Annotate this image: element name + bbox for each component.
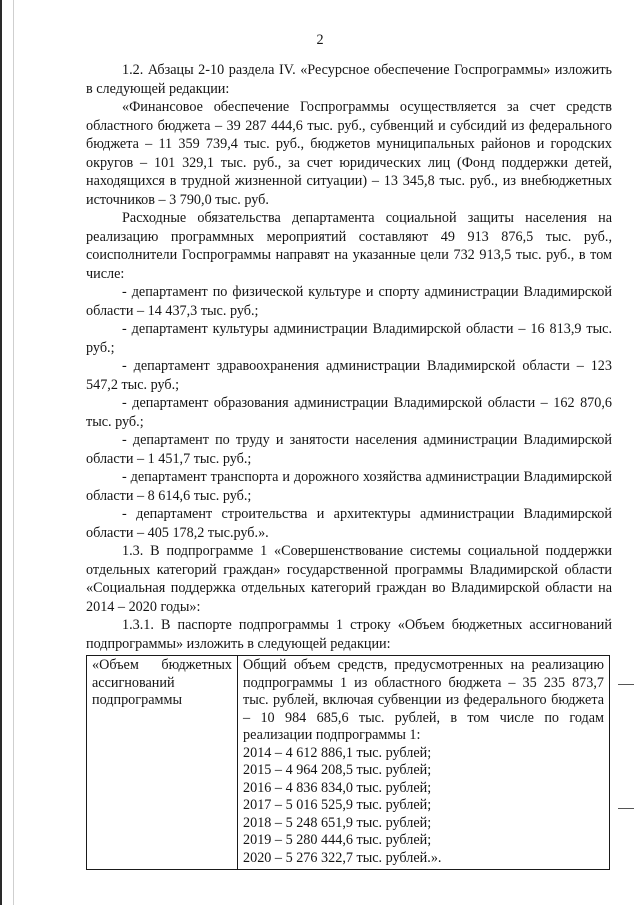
table-value-cell bbox=[238, 656, 610, 870]
table-row bbox=[87, 656, 610, 870]
list-item-construction: - департамент строительства и архитектуры администрации Владимирской области – 405 178,2 тыс.руб.». bbox=[86, 506, 612, 541]
budget-table bbox=[86, 655, 610, 870]
table-label-cell bbox=[87, 656, 238, 870]
list-item-transport: - департамент транспорта и дорожного хозяйства администрации Владимирской области – 8 614,6 тыс. руб.; bbox=[86, 469, 612, 504]
paragraph-1-3: 1.3. В подпрограмме 1 «Совершенствование системы социальной поддержки отдельных категорий граждан» государственной программы Владимирской области «Социальная поддержка отдельных категорий граждан во Владимирской области на 2014 – 2020 годы»: bbox=[86, 543, 612, 615]
paragraph-expenditures: Расходные обязательства департамента социальной защиты населения на реализацию программных мероприятий составляют 49 913 876,5 тыс. руб., соисполнители Госпрограммы направят на указанные цели 732 913,5 тыс. руб., в том числе: bbox=[86, 210, 612, 282]
paragraph-1-2: 1.2. Абзацы 2-10 раздела IV. «Ресурсное обеспечение Госпрограммы» изложить в следующей редакции: bbox=[86, 62, 612, 97]
paragraph-1-3-1: 1.3.1. В паспорте подпрограммы 1 строку «Объем бюджетных ассигнований подпрограммы» изложить в следующей редакции: bbox=[86, 617, 612, 652]
year-line: 2016 – 4 836 834,0 тыс. рублей; bbox=[243, 779, 432, 796]
year-line: 2015 – 4 964 208,5 тыс. рублей; bbox=[243, 762, 432, 778]
list-item-education: - департамент образования администрации Владимирской области – 162 870,6 тыс. руб.; bbox=[86, 395, 612, 430]
margin-mark bbox=[618, 684, 634, 685]
list-item-health: - департамент здравоохранения администрации Владимирской области – 123 547,2 тыс. руб.; bbox=[86, 358, 612, 393]
year-line: 2020 – 5 276 322,7 тыс. рублей.». bbox=[243, 849, 442, 866]
table-label: «Объем бюджетных ассигнований подпрограммы bbox=[92, 657, 232, 708]
year-line: 2014 – 4 612 886,1 тыс. рублей; bbox=[243, 744, 432, 761]
table-description: Общий объем средств, предусмотренных на реализацию подпрограммы 1 из областного бюджета – 35 235 873,7 тыс. рублей, включая субвенции из федерального бюджета – 10 984 685,6 тыс. рублей, в том числе по годам реализации подпрограммы 1: bbox=[243, 657, 604, 743]
scan-left-edge bbox=[0, 0, 2, 905]
list-item-labour: - департамент по труду и занятости населения администрации Владимирской области – 1 451,7 тыс. руб.; bbox=[86, 432, 612, 467]
list-item-sport: - департамент по физической культуре и спорту администрации Владимирской области – 14 437,3 тыс. руб.; bbox=[86, 284, 612, 319]
year-line: 2019 – 5 280 444,6 тыс. рублей; bbox=[243, 832, 432, 848]
year-line: 2018 – 5 248 651,9 тыс. рублей; bbox=[243, 814, 432, 831]
document-body bbox=[86, 61, 612, 870]
margin-mark bbox=[618, 808, 634, 809]
year-line: 2017 – 5 016 525,9 тыс. рублей; bbox=[243, 797, 432, 813]
page-number: 2 bbox=[316, 32, 324, 48]
list-item-culture: - департамент культуры администрации Владимирской области – 16 813,9 тыс. руб.; bbox=[86, 321, 612, 356]
paragraph-financing: «Финансовое обеспечение Госпрограммы осуществляется за счет средств областного бюджета – 39 287 444,6 тыс. руб., субвенций и субсидий из федерального бюджета – 11 359 739,4 тыс. руб., бюджетов муниципальных районов и городских округов – 101 329,1 тыс. руб., за счет юридических лиц (Фонд поддержки детей, находящихся в трудной жизненной ситуации) – 13 345,8 тыс. руб., из внебюджетных источников – 3 790,0 тыс. руб. bbox=[86, 99, 612, 208]
scan-left-shadow bbox=[13, 0, 14, 905]
